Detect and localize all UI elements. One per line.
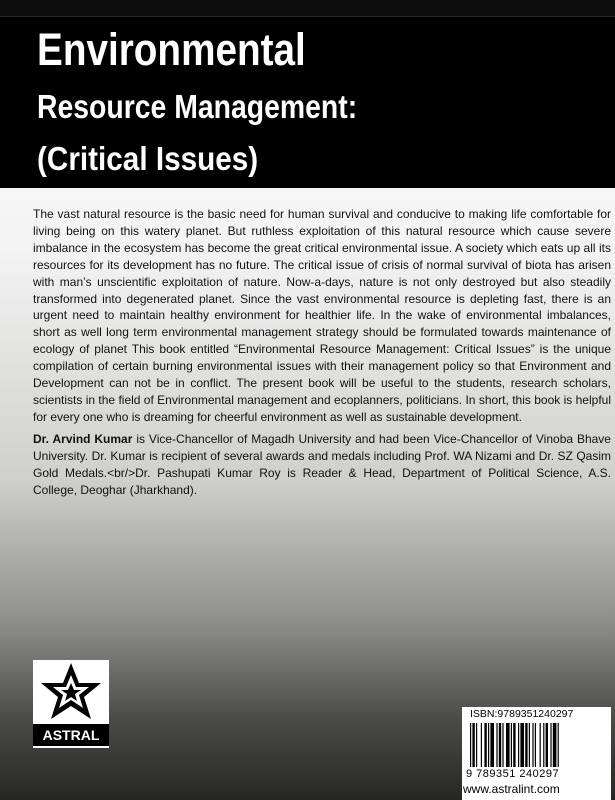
- author-bio: [33, 431, 611, 499]
- star-logo-icon: [35, 661, 107, 725]
- book-title-line-1: Environmental: [37, 24, 306, 75]
- book-subtitle: (Critical Issues): [37, 140, 259, 177]
- publisher-website: www.astralint.com: [463, 782, 560, 796]
- book-description: The vast natural resource is the basic need for human survival and conducive to making life comfortable for living being on this watery planet. But ruthless exploitation of this natural resource which cause severe imbalance in the ecosystem has become the great critical environmental issue. A society which eats up all its resources for its development has no future. The critical issue of crisis of normal survival of biota has arisen with man’s unscientific exploitation of nature. Now-a-days, nature is not only destroyed but also steadily transformed into degenerated planet. Since the vast environmental resource is depleting fast, there is an urgent need to maintain healthy environment for healthier life. In the wake of environmental imbalances, short as well long term environmental management strategy should be formulated towards maintenance of ecology of planet This book entitled “Environmental Resource Management: Critical Issues” is the unique compilation of certain burning environmental issues with their management policy so that Environment and Development can not be in conflict. The present book will be useful to the students, research scholars, scientists in the field of Environmental management and ecoplanners, politicians. In short, this book is helpful for every one who is dreaming for cheerful environment as well as sustainable development.: [33, 207, 611, 424]
- title-band: [0, 0, 615, 188]
- barcode-icon: [470, 723, 603, 767]
- book-title-line-2: Resource Management:: [37, 88, 358, 125]
- isbn-digits: 9 789351 240297: [466, 768, 560, 780]
- author-bio-text: is Vice-Chancellor of Magadh University and had been Vice-Chancellor of Vinoba Bhave University. Dr. Kumar is recipient of several awards and medals including Prof. WA Nizami and Dr. SZ Qasim Gold Medals.<br/>Dr. Pashupati Kumar Roy is Reader & Head, Department of Political Science, A.S. College, Deoghar (Jharkhand).: [33, 432, 611, 497]
- isbn-label: ISBN:9789351240297: [470, 708, 574, 720]
- publisher-logo: [33, 660, 109, 748]
- publisher-name: ASTRAL: [33, 724, 109, 746]
- author-name: Dr. Arvind Kumar: [33, 432, 133, 446]
